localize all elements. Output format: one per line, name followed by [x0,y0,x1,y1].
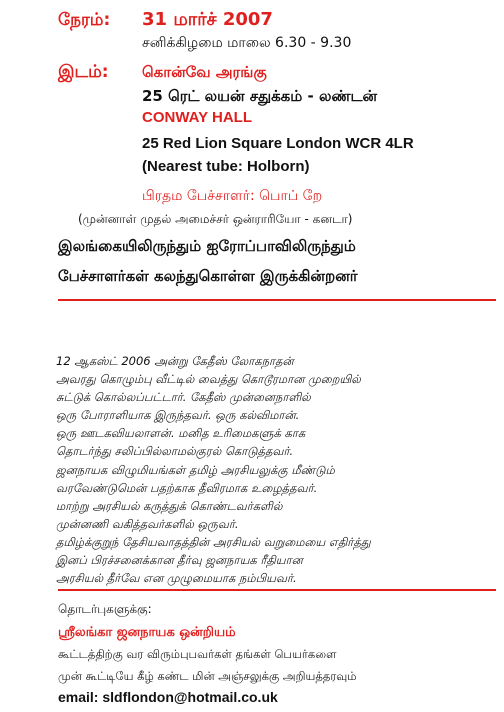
event-time: சனிக்கிழமை மாலை 6.30 - 9.30 [142,35,352,51]
contact-line-1: கூட்டத்திற்கு வர விரும்புபவர்கள் தங்கள் பெயர்களை [58,647,337,661]
biography-line: ஒரு ஊடகவியலாளன். மனித உரிமைகளுக் காக [56,426,306,441]
chief-speaker: பிரதம பேச்சாளர்: பொப் றே [142,188,323,204]
biography-line: தொடர்ந்து சலிப்பில்லாமல்குரல் கொடுத்தவர். [56,444,294,459]
contact-line-2: முன் கூட்டியே கீழ் கண்ட மின் அஞ்சலுக்கு அறியத்தரவும் [58,669,357,683]
biography-text [56,352,496,587]
contact-organisation: ஸ்ரீலங்கா ஜனநாயக ஒன்றியம் [58,625,236,640]
venue-label: இடம்: [58,62,109,82]
biography-line: அவரது கொழும்பு வீட்டில் வைத்து கொடூரமான முறையில் [56,372,361,387]
biography-line: வரவேண்டுமென் பதற்காக தீவிரமாக உழைத்தவர். [56,480,318,495]
divider-bottom [58,589,496,591]
biography-line: ஜனநாயக விழுமியங்கள் தமிழ் அரசியலுக்கு மீண்டும் [56,462,335,477]
contact-email: email: sldflondon@hotmail.co.uk [58,689,278,705]
contact-heading: தொடர்புகளுக்கு: [58,602,152,616]
event-date: 31 மார்ச் 2007 [142,9,273,30]
biography-line: முன்னணி வகித்தவர்களில் ஒருவர். [56,516,239,531]
venue-tamil-address: 25 ரெட் லயன் சதுக்கம் - லண்டன் [142,87,378,105]
biography-line: அரசியல் தீர்வே என முழுமையாக நம்பியவர். [56,571,297,586]
divider-top [58,299,496,301]
biography-line: தமிழ்க்குறுந் தேசியவாதத்தின் அரசியல் வறுமையை எதிர்த்து [56,534,371,549]
venue-english-name: CONWAY HALL [142,109,253,126]
biography-line: இனப் பிரச்சனைக்கான தீர்வு ஜனநாயக ரீதியான [56,553,303,568]
chief-speaker-title: (முன்னாள் முதல் அமைச்சர் ஒன்ராரியோ - கனடா) [78,212,353,226]
biography-line: மாற்று அரசியல் கருத்துக் கொண்டவர்களில் [56,498,283,513]
biography-line: 12 ஆகஸ்ட் 2006 அன்று கேதீஸ் லோகநாதன் [56,354,294,368]
biography-line: ஒரு போராளியாக இருந்தவர். ஒரு கல்விமான். [56,408,300,423]
time-label: நேரம்: [58,10,111,30]
announcement-line-2: பேச்சாளர்கள் கலந்துகொள்ள இருக்கின்றனர் [58,267,358,285]
venue-tamil-name: கொன்வே அரங்கு [142,63,267,81]
nearest-tube: (Nearest tube: Holborn) [142,158,310,175]
biography-line: சுட்டுக் கொல்லப்பட்டார். கேதீஸ் முன்னைநாளில் [56,390,311,405]
venue-english-address: 25 Red Lion Square London WCR 4LR [142,135,414,152]
announcement-line-1: இலங்கையிலிருந்தும் ஐரோப்பாவிலிருந்தும் [58,237,356,255]
